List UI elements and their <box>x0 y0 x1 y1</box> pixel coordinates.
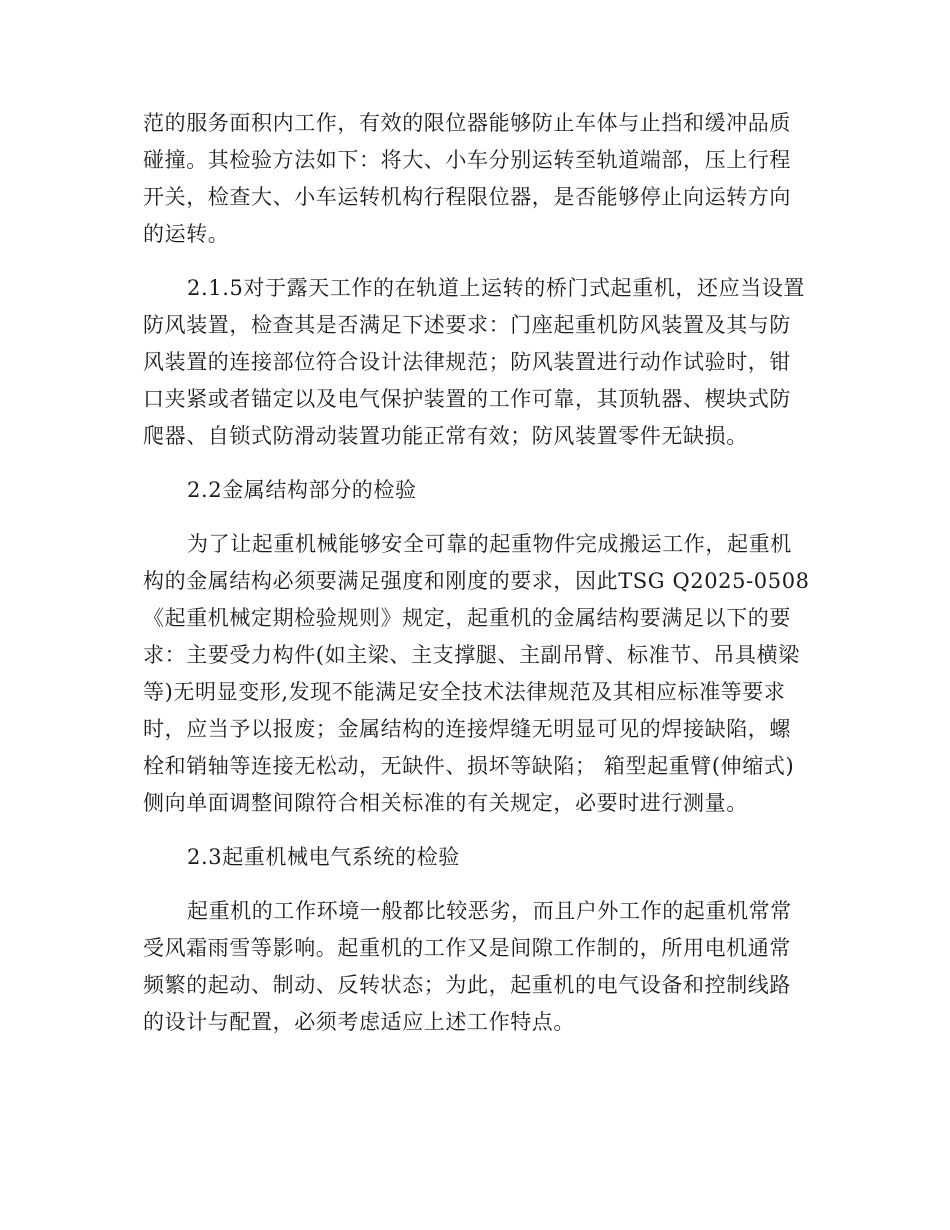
text-line: 开关，检查大、小车运转机构行程限位器，是否能够停止向运转方向 <box>143 185 791 209</box>
text-line: 时，应当予以报废；金属结构的连接焊缝无明显可见的焊接缺陷，螺 <box>143 717 791 741</box>
text-line: 爬器、自锁式防滑动装置功能正常有效；防风装置零件无缺损。 <box>143 424 748 448</box>
paragraph-wind-protection <box>143 270 813 455</box>
text-line: 风装置的连接部位符合设计法律规范；防风装置进行动作试验时，钳 <box>143 350 791 374</box>
text-line: 的运转。 <box>143 222 230 246</box>
section-heading-metal-structure <box>143 472 813 509</box>
text-line: 构的金属结构必须要满足强度和刚度的要求，因此TSG Q2025-0508 <box>143 569 810 593</box>
text-line: 为了让起重机械能够安全可靠的起重物件完成搬运工作，起重机 <box>187 532 792 556</box>
text-line: 口夹紧或者锚定以及电气保护装置的工作可靠，其顶轨器、楔块式防 <box>143 387 791 411</box>
text-line: 受风霜雨雪等影响。起重机的工作又是间隙工作制的，所用电机通常 <box>143 936 791 960</box>
text-line: 频繁的起动、制动、反转状态；为此，起重机的电气设备和控制线路 <box>143 973 791 997</box>
text-line: 范的服务面积内工作，有效的限位器能够防止车体与止挡和缓冲品质 <box>143 111 791 135</box>
text-line: 2.1.5对于露天工作的在轨道上运转的桥门式起重机，还应当设置 <box>187 276 806 300</box>
section-heading-electrical-system <box>143 839 813 876</box>
paragraph-electrical-system <box>143 893 813 1041</box>
text-line: 《起重机械定期检验规则》规定，起重机的金属结构要满足以下的要 <box>143 606 791 630</box>
paragraph-limit-device <box>143 105 813 253</box>
text-line: 碰撞。其检验方法如下：将大、小车分别运转至轨道端部，压上行程 <box>143 148 791 172</box>
heading-text: 2.3起重机械电气系统的检验 <box>187 845 460 869</box>
paragraph-metal-structure <box>143 526 813 822</box>
text-line: 侧向单面调整间隙符合相关标准的有关规定，必要时进行测量。 <box>143 791 748 815</box>
document-page <box>143 105 813 1041</box>
text-line: 起重机的工作环境一般都比较恶劣，而且户外工作的起重机常常 <box>187 899 792 923</box>
heading-text: 2.2金属结构部分的检验 <box>187 478 417 502</box>
text-line: 防风装置，检查其是否满足下述要求：门座起重机防风装置及其与防 <box>143 313 791 337</box>
text-line: 等)无明显变形,发现不能满足安全技术法律规范及其相应标准等要求 <box>143 680 786 704</box>
text-line: 求：主要受力构件(如主梁、主支撑腿、主副吊臂、标准节、吊具横梁 <box>143 643 800 667</box>
text-line: 栓和销轴等连接无松动，无缺件、损坏等缺陷； 箱型起重臂(伸缩式) <box>143 754 795 778</box>
text-line: 的设计与配置，必须考虑适应上述工作特点。 <box>143 1010 575 1034</box>
